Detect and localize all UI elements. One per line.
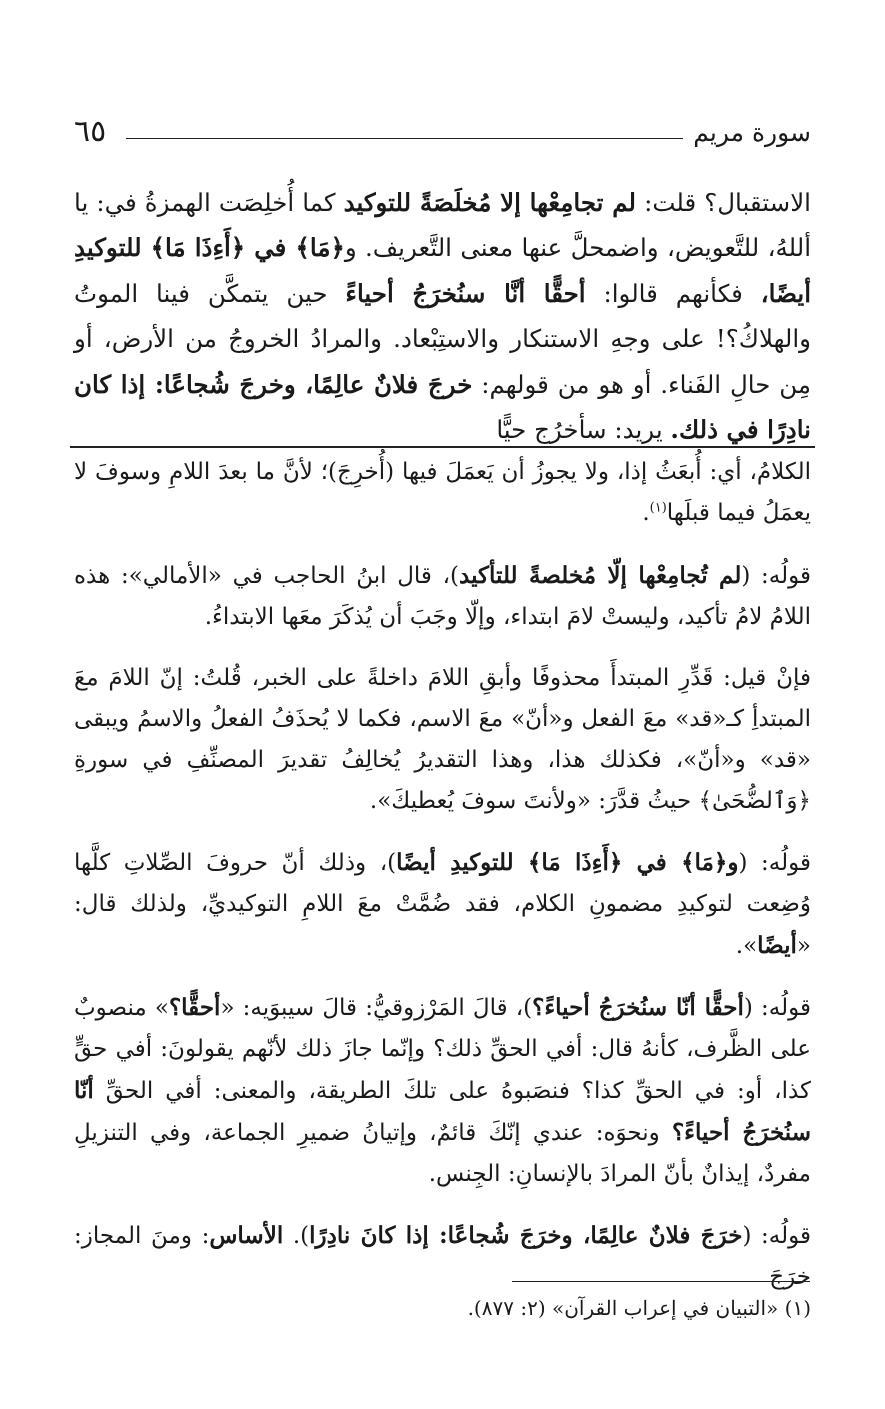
footnote-reference[interactable]: (١)	[649, 500, 667, 516]
commentary-paragraph: قولُه: (خرَجَ فلانٌ عالِمًا، وخرَجَ شُجاعًا: إذا كانَ نادِرًا). الأساس: ومنَ المجاز: خرَجَ	[74, 1222, 811, 1290]
commentary-block	[74, 452, 811, 1318]
footnote: (١) «التبيان في إعراب القرآن» (٢: ٨٧٧).	[467, 1296, 811, 1320]
page-number: ٦٥	[74, 114, 107, 149]
commentary-paragraph: الكلامُ، أي: أُبعَثُ إذا، ولا يجوزُ أن يَعمَلَ فيها (أُخرِجَ)؛ لأنَّ ما بعدَ اللامِ وسوفَ لا يعمَلُ فيما قبلَها$^{(١)}$.	[74, 459, 811, 526]
commentary-paragraph: قولُه: (لم تُجامِعْها إلّا مُخلصةً للتأكيد)، قال ابنُ الحاجب في «الأمالي»: هذه اللامُ لامُ تأكيد، وليستْ لامَ ابتداء، وإلّا وجَبَ أن يُذكَرَ معَها الابتداءُ.	[74, 562, 811, 630]
surah-title: سورة مريم	[693, 118, 811, 147]
main-paragraph: الاستقبال؟ قلت: لم تجامِعْها إلا مُخلَصَةً للتوكيد كما أُخلِصَت الهمزةُ في: يا أللهُ، للتَّعويض، واضمحلَّ عنها معنى التَّعريف. و﴿مَا﴾ في ﴿أَءِذَا مَا﴾ للتوكيدِ أيضًا، فكأنهم قالوا: أحقًّا أنَّا سنُخرَجُ أحياءً حين يتمكَّن فينا الموتُ والهلاكُ؟! على وجهِ الاستنكار والاستِبْعاد. والمرادُ الخروجُ من الأرض، أو مِن حالِ الفَناء. أو هو من قولهم: خرجَ فلانٌ عالِمًا، وخرجَ شُجاعًا: إذا كان نادِرًا في ذلك. يريد: سأخرُج حيًّا	[74, 188, 812, 445]
commentary-paragraph: فإنْ قيل: قَدِّرِ المبتدأَ محذوفًا وأبقِ اللامَ داخلةً على الخبر، قُلتُ: إنّ اللامَ معَ المبتدأِ كـ«قد» معَ الفعل و«أنّ» معَ الاسم، فكما لا يُحذَفُ الفعلُ والاسمُ ويبقى «قد» و«أنّ»، فكذلك هذا، وهذا التقديرُ يُخالِفُ تقديرَ المصنِّفِ في سورةِ ﴿وَٱلضُّحَىٰ﴾ حيثُ قدَّرَ: «ولأنتَ سوفَ يُعطيكَ».	[74, 665, 811, 814]
footnote-rule	[512, 1281, 810, 1282]
header-rule	[126, 138, 683, 139]
commentary-paragraph: قولُه: (أحقًّا أنّا سنُخرَجُ أحياءً؟)، قالَ المَرْزوقيُّ: قالَ سيبوَيه: «أحقًّا؟» منصوبٌ على الظَّرف، كأنهُ قال: أفي الحقِّ ذلك؟ وإنّما جازَ ذلك لأنّهم يقولونَ: أفي حقٍّ كذا، أو: في الحقِّ كذا؟ فنصَبوهُ على تلكَ الطريقة، والمعنى: أفي الحقِّ أنّا سنُخرَجُ أحياءً؟ ونحوَه: عندي إنّكَ قائمٌ، وإتيانُ ضميرِ الجماعة، وفي التنزيلِ مفردٌ، إيذانٌ بأنّ المرادَ بالإنسانِ: الجِنس.	[74, 994, 812, 1187]
text-separator-rule	[70, 446, 815, 448]
commentary-paragraph: قولُه: (و﴿مَا﴾ في ﴿أَءِذَا مَا﴾ للتوكيدِ أيضًا)، وذلك أنّ حروفَ الصِّلاتِ كلَّها وُضِعت لتوكيدِ مضمونِ الكلام، فقد ضُمَّتْ معَ اللامِ التوكيديِّ، ولذلك قال: «أيضًا».	[74, 849, 812, 959]
main-text-block	[74, 180, 811, 452]
running-header	[74, 114, 811, 154]
